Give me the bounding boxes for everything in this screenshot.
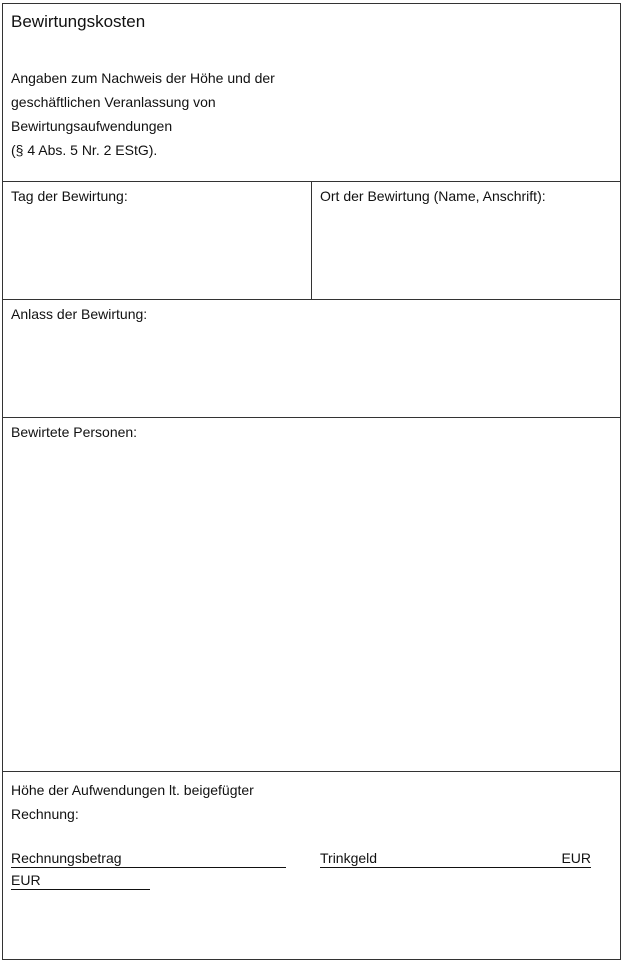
persons-label: Bewirtete Personen: xyxy=(11,424,138,440)
date-field[interactable] xyxy=(3,182,312,299)
date-label: Tag der Bewirtung: xyxy=(11,188,128,204)
invoice-amount-field[interactable] xyxy=(11,850,286,868)
occasion-field[interactable] xyxy=(3,300,620,418)
bewirtungskosten-form xyxy=(2,3,621,960)
persons-field[interactable] xyxy=(3,418,620,772)
amount-line: Rechnung: xyxy=(11,806,79,822)
invoice-currency: EUR xyxy=(11,872,41,888)
form-intro xyxy=(11,66,275,162)
intro-line: Angaben zum Nachweis der Höhe und der xyxy=(11,70,275,86)
tip-field[interactable] xyxy=(320,850,591,868)
intro-line: Bewirtungsaufwendungen xyxy=(11,118,173,134)
amount-section xyxy=(3,772,620,959)
tip-currency: EUR xyxy=(561,850,591,866)
location-field[interactable] xyxy=(313,182,620,299)
form-header xyxy=(3,4,620,182)
intro-line: (§ 4 Abs. 5 Nr. 2 EStG). xyxy=(11,142,158,158)
location-label: Ort der Bewirtung (Name, Anschrift): xyxy=(320,188,546,204)
date-location-row xyxy=(3,182,620,300)
amount-line: Höhe der Aufwendungen lt. beigefügter xyxy=(11,782,254,798)
amount-description xyxy=(11,778,254,826)
invoice-currency-field[interactable] xyxy=(11,872,150,890)
tip-label: Trinkgeld xyxy=(320,850,378,866)
occasion-label: Anlass der Bewirtung: xyxy=(11,306,148,322)
intro-line: geschäftlichen Veranlassung von xyxy=(11,94,216,110)
form-title: Bewirtungskosten xyxy=(11,12,146,31)
invoice-amount-label: Rechnungsbetrag xyxy=(11,850,122,866)
